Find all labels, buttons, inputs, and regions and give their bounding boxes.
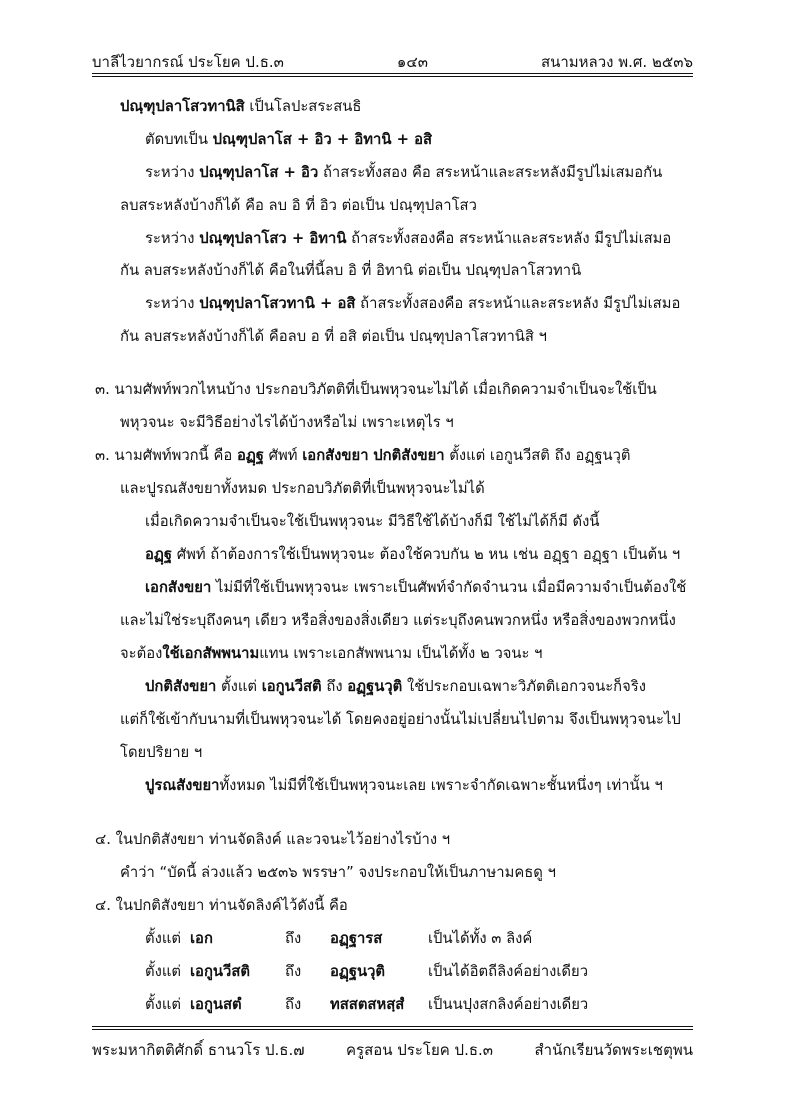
para-line: ระหว่าง ปณฺฑุปลาโสว + อิทานิ ถ้าสระทั้งสองคือ สระหน้าและสระหลัง มีรูปไม่เสมอ	[145, 230, 672, 247]
bold-term: ปกติสังขยา	[145, 678, 217, 695]
question-line: ๔. ในปกติสังขยา ท่านจัดลิงค์ และวจนะไว้อย่างไรบ้าง ฯ	[95, 831, 451, 848]
bold-term: เอกสังขยา	[302, 447, 369, 464]
header-page-number: ๑๔๓	[396, 53, 428, 71]
answer-line: และปูรณสังขยาทั้งหมด ประกอบวิภัตติที่เป็นพหุวจนะไม่ได้	[120, 480, 485, 497]
answer-line: ๓. นามศัพท์พวกนี้ คือ อฏฺฐ ศัพท์ เอกสังขยา ปกติสังขยา ตั้งแต่ เอกูนวีสติ ถึง อฏฺฐนวุติ	[95, 447, 631, 464]
question-line: พหุวจนะ จะมีวิธีอย่างไรได้บ้างหรือไม่ เพราะเหตุไร ฯ	[120, 414, 454, 431]
answer-line: จะต้องใช้เอกสัพพนามแทน เพราะเอกสัพพนาม เป็นได้ทั้ง ๒ วจนะ ฯ	[120, 645, 543, 662]
page-footer	[92, 1038, 693, 1062]
bold-term: ปณฺฑุปลาโส + อิว + อิทานิ + อสิ	[212, 131, 433, 148]
answer-line: ปูรณสังขยาทั้งหมด ไม่มีที่ใช้เป็นพหุวจนะเลย เพราะจำกัดเฉพาะชั้นหนึ่งๆ เท่านั้น ฯ	[145, 777, 663, 794]
bold-term: เอกูนวีสติ	[261, 678, 322, 695]
bold-term: ปณฺฑุปลาโส + อิว	[199, 164, 319, 181]
bold-term: อฏฺฐ	[145, 546, 172, 563]
bold-term: เอกสังขยา	[145, 579, 212, 596]
answer-line: เอกสังขยา ไม่มีที่ใช้เป็นพหุวจนะ เพราะเป็นศัพท์จำกัดจำนวน เมื่อมีความจำเป็นต้องใช้	[145, 579, 687, 596]
bold-term: อฏฺฐ	[236, 447, 264, 464]
footer-institution: สำนักเรียนวัดพระเชตุพน	[534, 1041, 693, 1059]
para-line: ปณฺฑุปลาโสวทานิสิ เป็นโลปะสระสนธิ	[120, 98, 362, 115]
question-line: คำว่า “บัดนี้ ล่วงแล้ว ๒๕๓๖ พรรษา” จงประกอบให้เป็นภาษามคธดู ฯ	[120, 864, 556, 881]
para-line: ลบสระหลังบ้างก็ได้ คือ ลบ อิ ที่ อิว ต่อเป็น ปณฺฑุปลาโสว	[120, 197, 477, 214]
bold-term: ปณฺฑุปลาโสวทานิ + อสิ	[199, 295, 356, 312]
para-line: กัน ลบสระหลังบ้างก็ได้ คือในที่นี้ลบ อิ ที่ อิทานิ ต่อเป็น ปณฺฑุปลาโสวทานิ	[120, 262, 582, 279]
answer-line: ๔. ในปกติสังขยา ท่านจัดลิงค์ไว้ดังนี้ คือ	[95, 897, 348, 914]
bold-term: ใช้เอกสัพพนาม	[162, 645, 260, 662]
answer-line: ปกติสังขยา ตั้งแต่ เอกูนวีสติ ถึง อฏฺฐนวุติ ใช้ประกอบเฉพาะวิภัตติเอกวจนะก็จริง	[145, 678, 646, 695]
para-line: ระหว่าง ปณฺฑุปลาโส + อิว ถ้าสระทั้งสอง คือ สระหน้าและสระหลังมีรูปไม่เสมอกัน	[145, 164, 663, 181]
answer-line: เมื่อเกิดความจำเป็นจะใช้เป็นพหุวจนะ มีวิธีใช้ได้บ้างก็มี ใช้ไม่ได้ก็มี ดังนี้	[145, 513, 600, 530]
bold-term: ปูรณสังขยา	[145, 777, 220, 794]
para-line: ระหว่าง ปณฺฑุปลาโสวทานิ + อสิ ถ้าสระทั้งสองคือ สระหน้าและสระหลัง มีรูปไม่เสมอ	[145, 295, 681, 312]
footer-rule-2	[92, 1029, 693, 1030]
header-exam-year: สนามหลวง พ.ศ. ๒๕๓๖	[540, 53, 693, 71]
answer-line: อฏฺฐ ศัพท์ ถ้าต้องการใช้เป็นพหุวจนะ ต้องใช้ควบกัน ๒ หน เช่น อฏฺฐา อฏฺฐา เป็นต้น ฯ	[145, 546, 681, 563]
bold-term: ปณฺฑุปลาโสว + อิทานิ	[199, 230, 347, 247]
bold-term: ปกติสังขยา	[373, 447, 445, 464]
question-line: ๓. นามศัพท์พวกไหนบ้าง ประกอบวิภัตติที่เป็นพหุวจนะไม่ได้ เมื่อเกิดความจำเป็นจะใช้เป็น	[95, 381, 657, 398]
header-book-title: บาลีไวยากรณ์ ประโยค ป.ธ.๓	[92, 53, 284, 71]
answer-line: และไม่ใช่ระบุถึงคนๆ เดียว หรือสิ่งของสิ่งเดียว แต่ระบุถึงคนพวกหนึ่ง หรือสิ่งของพวกหนึ่ง	[120, 612, 676, 629]
footer-rule	[92, 1026, 693, 1027]
answer-line: แต่ก็ใช้เข้ากับนามที่เป็นพหุวจนะได้ โดยคงอยู่อย่างนั้นไม่เปลี่ยนไปตาม จึงเป็นพหุวจนะไป	[120, 711, 681, 728]
answer-line: โดยปริยาย ฯ	[120, 744, 203, 761]
footer-role: ครูสอน ประโยค ป.ธ.๓	[345, 1041, 494, 1059]
para-line: ตัดบทเป็น ปณฺฑุปลาโส + อิว + อิทานิ + อสิ	[145, 131, 433, 148]
page-body: ปณฺฑุปลาโสวทานิสิ เป็นโลปะสระสนธิ ตัดบทเป็น ปณฺฑุปลาโส + อิว + อิทานิ + อสิ ระหว่าง ปณฺฑุปลาโส + อิว ถ้าสระทั้งสอง คือ สระหน้าและสระหลังมีรูปไม่เสมอกัน ลบสระหลังบ้างก็ได้ คือ ลบ อิ ที่ อิว ต่อเป็น ปณฺฑุปลาโสว ระหว่าง ปณฺฑุปลาโสว + อิทานิ ถ้าสระทั้งสองคือ สระหน้าและสระหลัง มีรูปไม่เสมอ กัน ลบสระหลังบ้างก็ได้ คือในที่นี้ลบ อิ ที่ อิทานิ ต่อเป็น ปณฺฑุปลาโสวทานิ ระหว่าง ปณฺฑุปลาโสวทานิ + อสิ ถ้าสระทั้งสองคือ สระหน้าและสระหลัง มีรูปไม่เสมอ กัน ลบสระหลังบ้างก็ได้ คือลบ อ ที่ อสิ ต่อเป็น ปณฺฑุปลาโสวทานิสิ ฯ ๓. นามศัพท์พวกไหนบ้าง ประกอบวิภัตติที่เป็นพหุวจนะไม่ได้ เมื่อเกิดความจำเป็นจะใช้เป็น พหุวจนะ จะมีวิธีอย่างไรได้บ้างหรือไม่ เพราะเหตุไร ฯ ๓. นามศัพท์พวกนี้ คือ อฏฺฐ ศัพท์ เอกสังขยา ปกติสังขยา ตั้งแต่ เอกูนวีสติ ถึง อฏฺฐนวุติ และปูรณสังขยาทั้งหมด ประกอบวิภัตติที่เป็นพหุวจนะไม่ได้ เมื่อเกิดความจำเป็นจะใช้เป็นพหุวจนะ มีวิธีใช้ได้บ้างก็มี ใช้ไม่ได้ก็มี ดังนี้ อฏฺฐ ศัพท์ ถ้าต้องการใช้เป็นพหุวจนะ ต้องใช้ควบกัน ๒ หน เช่น อฏฺฐา อฏฺฐา เป็นต้น ฯ เอกสังขยา ไม่มีที่ใช้เป็นพหุวจนะ เพราะเป็นศัพท์จำกัดจำนวน เมื่อมีความจำเป็นต้องใช้ และไม่ใช่ระบุถึงคนๆ เดียว หรือสิ่งของสิ่งเดียว แต่ระบุถึงคนพวกหนึ่ง หรือสิ่งของพวกหนึ่ง จะต้องใช้เอกสัพพนามแทน เพราะเอกสัพพนาม เป็นได้ทั้ง ๒ วจนะ ฯ ปกติสังขยา ตั้งแต่ เอกูนวีสติ ถึง อฏฺฐนวุติ ใช้ประกอบเฉพาะวิภัตติเอกวจนะก็จริง แต่ก็ใช้เข้ากับนามที่เป็นพหุวจนะได้ โดยคงอยู่อย่างนั้นไม่เปลี่ยนไปตาม จึงเป็นพหุวจนะไป โดยปริยาย ฯ ปูรณสังขยาทั้งหมด ไม่มีที่ใช้เป็นพหุวจนะเลย เพราะจำกัดเฉพาะชั้นหนึ่งๆ เท่านั้น ฯ ๔. ในปกติสังขยา ท่านจัดลิงค์ และวจนะไว้อย่างไรบ้าง ฯ คำว่า “บัดนี้ ล่วงแล้ว ๒๕๓๖ พรรษา” จงประกอบให้เป็นภาษามคธดู ฯ ๔. ในปกติสังขยา ท่านจัดลิงค์ไว้ดังนี้ คือ ตั้งแต่ เอก ถึง อฏฺฐารส เป็นได้ทั้ง ๓ ลิงค์ ตั้งแต่ เอกูนวีสติ ถึง อฏฺฐนวุติ เป็นได้อิตถีลิงค์อย่างเดียว ตั้งแต่ เอกูนสตํ ถึง ทสสตสหสฺสํ เป็นนปุงสกลิงค์อย่างเดียว	[95, 98, 687, 1013]
footer-author: พระมหากิตติศักดิ์ ธานวโร ป.ธ.๗	[92, 1041, 305, 1059]
para-line: กัน ลบสระหลังบ้างก็ได้ คือลบ อ ที่ อสิ ต่อเป็น ปณฺฑุปลาโสวทานิสิ ฯ	[120, 328, 547, 345]
bold-term: อฏฺฐนวุติ	[347, 678, 403, 695]
bold-term: ปณฺฑุปลาโสวทานิสิ	[120, 98, 245, 115]
